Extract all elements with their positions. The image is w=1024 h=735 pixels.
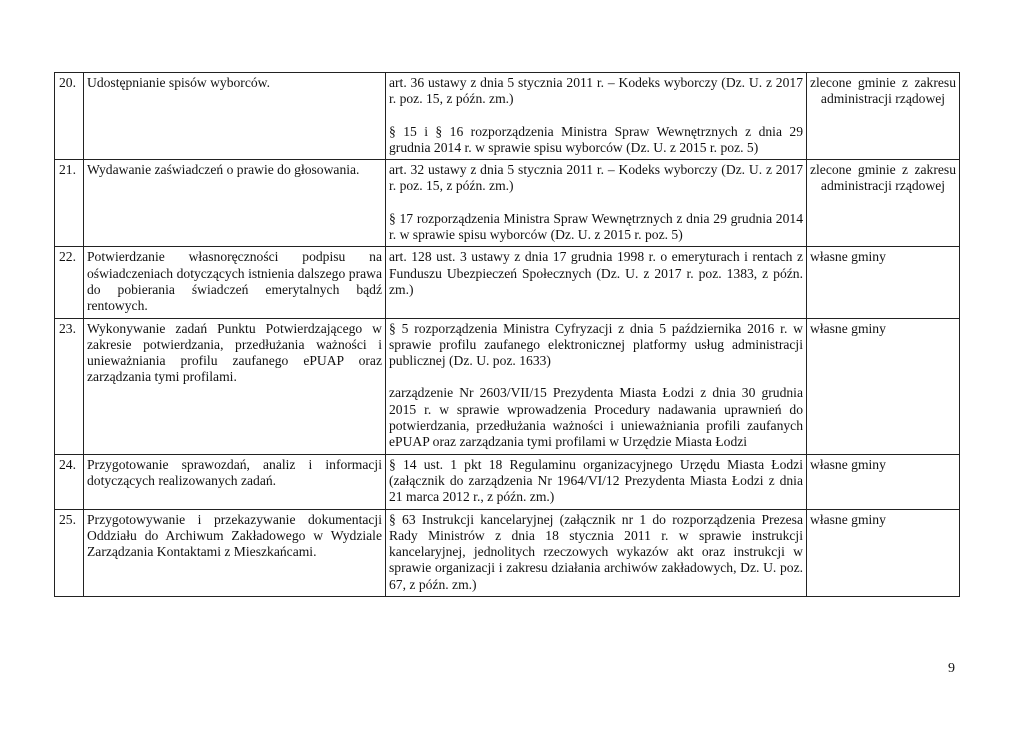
task-type: własne gminy xyxy=(807,509,960,596)
tasks-table-body xyxy=(55,73,960,597)
table-row xyxy=(55,160,960,247)
legal-basis-paragraph: art. 128 ust. 3 ustawy z dnia 17 grudnia 1998 r. o emeryturach i rentach z Funduszu Ubezpieczeń Społecznych (Dz. U. z 2017 r. poz. 1383, z późn. zm.) xyxy=(389,249,803,297)
row-number: 24. xyxy=(55,454,84,509)
task-type: własne gminy xyxy=(807,454,960,509)
task-type: własne gminy xyxy=(807,318,960,454)
task-description: Wykonywanie zadań Punktu Potwierdzającego w zakresie potwierdzania, przedłużania ważności i unieważniania profilu zaufanego ePUAP oraz zarządzania tymi profilami. xyxy=(84,318,386,454)
task-description: Przygotowanie sprawozdań, analiz i informacji dotyczących realizowanych zadań. xyxy=(84,454,386,509)
legal-basis xyxy=(386,247,807,318)
task-type: własne gminy xyxy=(807,247,960,318)
task-description: Przygotowywanie i przekazywanie dokumentacji Oddziału do Archiwum Zakładowego w Wydziale Zarządzania Kontaktami z Mieszkańcami. xyxy=(84,509,386,596)
row-number: 23. xyxy=(55,318,84,454)
table-row xyxy=(55,454,960,509)
legal-basis-paragraph: § 5 rozporządzenia Ministra Cyfryzacji z dnia 5 października 2016 r. w sprawie profilu zaufanego elektronicznej platformy usług administracji publicznej (Dz. U. poz. 1633) xyxy=(389,320,803,369)
legal-basis-paragraph: § 14 ust. 1 pkt 18 Regulaminu organizacyjnego Urzędu Miasta Łodzi (załącznik do zarządzenia Nr 1964/VI/12 Prezydenta Miasta Łodzi z dnia 21 marca 2012 r., z późn. zm.) xyxy=(389,456,803,505)
legal-basis-paragraph: § 63 Instrukcji kancelaryjnej (załącznik nr 1 do rozporządzenia Prezesa Rady Ministrów z dnia 18 stycznia 2011 r. w sprawie instrukcji kancelaryjnej, jednolitych rzeczowych wykazów akt oraz instrukcji w sprawie organizacji i zakresu działania archiwów zakładowych, Dz. U. poz. 67, z późn. zm.) xyxy=(389,511,803,592)
task-description: Wydawanie zaświadczeń o prawie do głosowania. xyxy=(84,160,386,247)
legal-basis-paragraph: § 17 rozporządzenia Ministra Spraw Wewnętrznych z dnia 29 grudnia 2014 r. w sprawie spisu wyborców (Dz. U. z 2015 r. poz. 5) xyxy=(389,210,803,243)
task-description: Potwierdzanie własnoręczności podpisu na oświadczeniach dotyczących istnienia dalszego prawa do pobierania świadczeń emerytalnych bądź rentowych. xyxy=(84,247,386,318)
legal-basis xyxy=(386,318,807,454)
task-type: zlecone gminie z zakresu administracji rządowej xyxy=(807,73,960,160)
legal-basis xyxy=(386,509,807,596)
legal-basis-paragraph: art. 32 ustawy z dnia 5 stycznia 2011 r. – Kodeks wyborczy (Dz. U. z 2017 r. poz. 15, z późn. zm.) xyxy=(389,162,803,194)
row-number: 20. xyxy=(55,73,84,160)
tasks-table xyxy=(54,72,960,597)
row-number: 21. xyxy=(55,160,84,247)
table-row xyxy=(55,509,960,596)
row-number: 22. xyxy=(55,247,84,318)
task-type: zlecone gminie z zakresu administracji rządowej xyxy=(807,160,960,247)
legal-basis xyxy=(386,73,807,160)
table-row xyxy=(55,73,960,160)
task-description: Udostępnianie spisów wyborców. xyxy=(84,73,386,160)
legal-basis-paragraph: § 15 i § 16 rozporządzenia Ministra Spraw Wewnętrznych z dnia 29 grudnia 2014 r. w sprawie spisu wyborców (Dz. U. z 2015 r. poz. 5) xyxy=(389,123,803,155)
page-number: 9 xyxy=(948,661,955,676)
row-number: 25. xyxy=(55,509,84,596)
legal-basis-paragraph: zarządzenie Nr 2603/VII/15 Prezydenta Miasta Łodzi z dnia 30 grudnia 2015 r. w sprawie wprowadzenia Procedury nadawania uprawnień do potwierdzania, przedłużania ważności i unieważniania profili zaufanych ePUAP oraz zarządzania tymi profilami w Urzędzie Miasta Łodzi xyxy=(389,385,803,450)
legal-basis-paragraph: art. 36 ustawy z dnia 5 stycznia 2011 r. – Kodeks wyborczy (Dz. U. z 2017 r. poz. 15, z późn. zm.) xyxy=(389,75,803,107)
legal-basis xyxy=(386,160,807,247)
table-row xyxy=(55,318,960,454)
table-row xyxy=(55,247,960,318)
legal-basis xyxy=(386,454,807,509)
